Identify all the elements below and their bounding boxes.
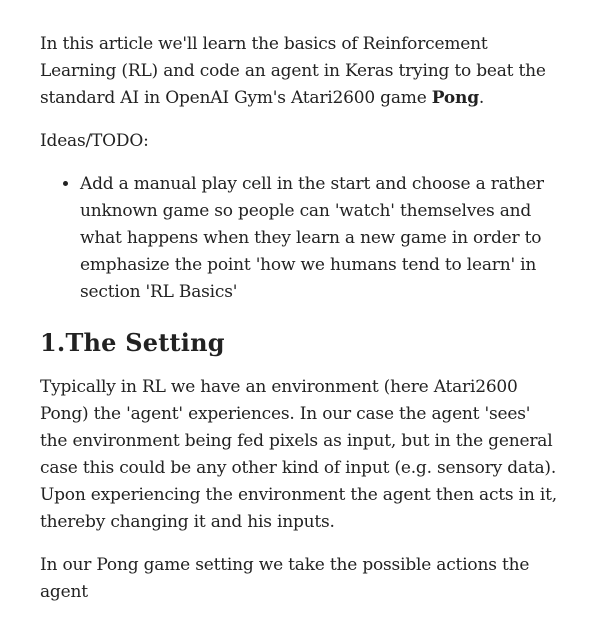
- todo-item: • Add a manual play cell in the start and choose a rather unknown game so people can 'watch' themselves and what happens when they learn a new game in order to emphasize the point 'how we humans tend to learn' in section 'RL Basics': [80, 171, 560, 306]
- pong-setting-paragraph: In our Pong game setting we take the possible actions the agent: [40, 555, 530, 602]
- article-content: [40, 31, 560, 622]
- setting-paragraph: Typically in RL we have an environment (here Atari2600 Pong) the 'agent' experiences. In our case the agent 'sees' the environment being fed pixels as input, but in the general case this could be any other kind of input (e.g. sensory data). Upon experiencing the environment the agent then acts in it, thereby changing it and his inputs.: [40, 377, 557, 532]
- intro-text: In this article we'll learn the basics of Reinforcement Learning (RL) and code an agent in Keras trying to beat the standard AI in OpenAI Gym's Atari2600 game: [40, 34, 546, 108]
- section-title: The Setting: [65, 328, 225, 357]
- todo-list: [40, 171, 560, 306]
- section-heading: [40, 328, 560, 358]
- pong-bold: Pong: [431, 88, 479, 108]
- intro-paragraph: [40, 31, 560, 112]
- section-number: 1.: [40, 328, 66, 357]
- intro-text-end: .: [478, 88, 485, 108]
- ideas-todo-heading: Ideas/TODO:: [40, 131, 149, 151]
